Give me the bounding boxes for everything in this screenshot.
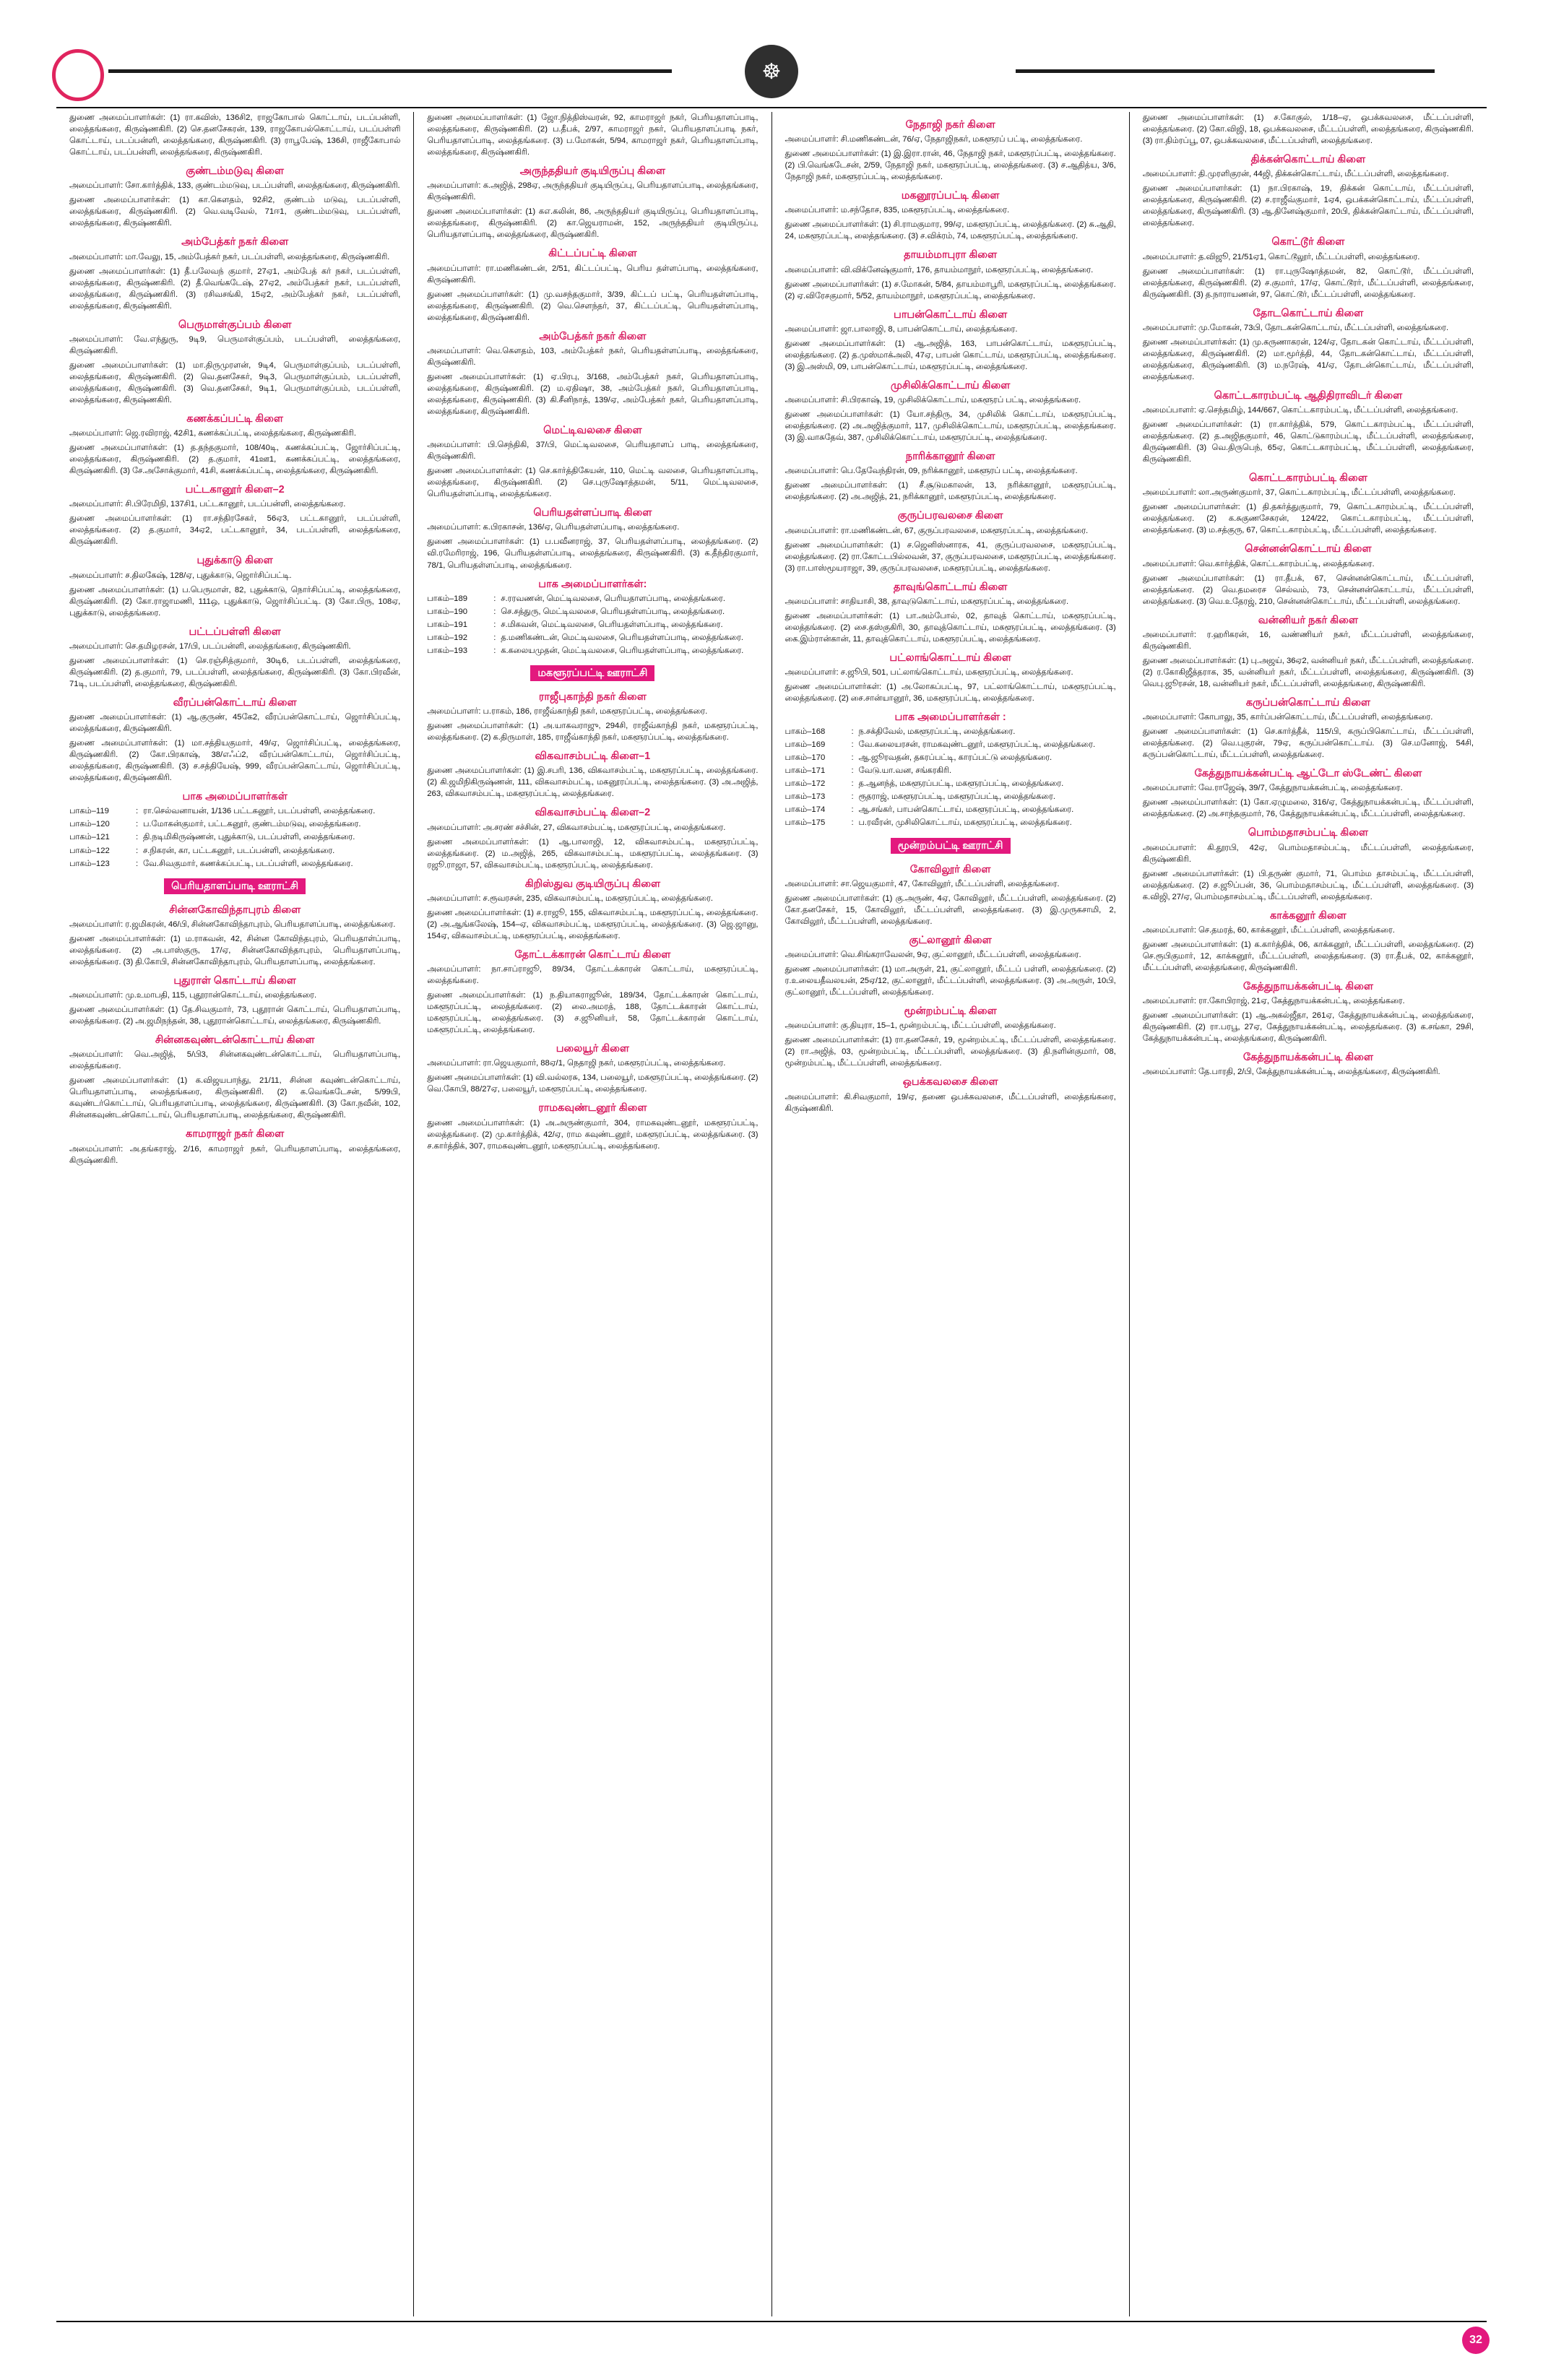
section-heading: விகவாசம்பட்டி கிளை–1: [535, 750, 651, 763]
list-item-key: பாகம்–122: [69, 846, 110, 855]
list-item-value: ச.நிகரன், கா, பட்டகனூர், படப்பன்ளி, லைத்தங்கரை.: [143, 846, 335, 855]
list-item-value: க.கலையமுதன், மெட்டிவலசை, பெரியதள்ளப்பாடி, லைத்தங்கரை.: [501, 646, 744, 655]
paragraph: அமைப்பாளர்: ஏ.செந்தமிழ், 144/667, கொட்டகாரம்பட்டி, மீட்டப்பள்ளி, லைத்தங்கரை.: [1142, 406, 1458, 415]
paragraph: துணை அமைப்பாளர்கள்: (1) அ.யாகவராஜு, 294சி, ராஜீவ்காந்தி நகர், மகளூரப்பட்டி, லைத்தங்கரை. (2) க.திருமாள், 185, ராஜீவ்காந்தி நகர், மகளூரப்பட்டி, லைத்தங்கரை.: [427, 722, 758, 743]
paragraph: அமைப்பாளர்: அ.சரண் சச்சின், 27, விகவாசம்பட்டி, மகளூரப்பட்டி, லைத்தங்கரை.: [427, 823, 726, 832]
paragraph: அமைப்பாளர்: ர.ஜமிகரன், 46/பி, சின்னகோவிந்தாபுரம், பெரியதாளப்பாடி, லைத்தங்கரை.: [69, 919, 396, 929]
section-heading: பாபன்கொட்டாய் கிளை: [894, 308, 1008, 321]
section-heading: கொட்டகாரம்பட்டி கிளை: [1248, 472, 1367, 485]
paragraph: அமைப்பாளர்: வெ.அஜித், 5/பி3, சின்னகவுண்டன்கொட்டாய், பெரியதாளப்பாடி, லைத்தங்கரை.: [69, 1050, 401, 1071]
list-item-separator: :: [851, 818, 854, 828]
paragraph: துணை அமைப்பாளர்கள்: (1) ந.தியாகராஜூன், 189/34, தோட்டக்காரன் கொட்டாய், மகளூரப்பட்டி, லைத்தங்கரை. (2) லை.அமரத், 188, தோட்டக்காரன் கொட்டாய், மகளூரப்பட்டி, லைத்தங்கரை. (3) ச.ஜூனியர், 58, தோட்டக்காரன் கொட்டாய், மகளூரப்பட்டி, லைத்தங்கரை.: [427, 991, 758, 1035]
paragraph: அமைப்பாளர்: வி.விக்னேஷ்குமார், 176, தாயம்மாநூர், மகளூரப்பட்டி, லைத்தங்கரை.: [785, 265, 1094, 274]
list-item-value: ச.ரரவணன், மெட்டிவலசை, பெரியதாளப்பாடி, லைத்தங்கரை.: [501, 594, 726, 603]
paragraph: துணை அமைப்பாளர்கள்: (1) சி.ராமகுமார, 99/ஏ, மகளூரப்பட்டி, லைத்தங்கரை. (2) சு.ஆதி, 24, மகளூரப்பட்டி, லைத்தங்கரை. (3) ச.விக்ரம், 74, மகளூரப்பட்டி, லைத்தங்கரை.: [785, 220, 1116, 241]
section-heading: கோவிலூர் கிளை: [909, 863, 991, 875]
paragraph: அமைப்பாளர்: வே.ராஜேஷ், 39/7, கேத்துநாயக்கன்பட்டி, லைத்தங்கரை.: [1142, 784, 1403, 793]
paragraph: அமைப்பாளர்: சி.பிரேமிநி, 137சி1, பட்டகானூர், படப்பன்ளி, லைத்தங்கரை.: [69, 500, 346, 509]
paragraph: துணை அமைப்பாளர்கள்: (1) செ.ரஞ்சித்குமார், 30டி6, படப்பள்ளி, லைத்தங்கரை, கிருஷ்ணகிரி. (2) த.குமார், 79, படப்பள்ளி, லைத்தங்கரை, கிருஷ்ணகிரி. (3) கோ.பிரவீன், 71டி, படப்பள்ளி, லைத்தங்கரை, கிருஷ்ணகிரி.: [69, 656, 401, 688]
paragraph: துணை அமைப்பாளர்கள்: (1) ரா.கார்த்திக், 579, கொட்டகாரம்பட்டி, மீட்டப்பள்ளி, லைத்தங்கரை. (2) த.அஜிதகுமார், 46, கொட்டுகாரம்பட்டி, மீட்டப்பள்ளி, லைத்தங்கரை, கிருஷ்ணகிரி. (3) வெ.திருபெந், 65ஏ, கொட்டகாரம்பட்டி, மீட்டப்பள்ளி, லைத்தங்கரை, கிருஷ்ணகிரி.: [1142, 420, 1474, 464]
section-heading: கணக்கப்பட்டி கிளை: [186, 412, 283, 425]
list-item: [69, 845, 400, 857]
list-item-value: வே.சிவகுமார், கணக்கப்பட்டி, படப்பள்ளி, லைத்தங்கரை.: [143, 859, 353, 868]
section-heading: பெருமாள்குப்பம் கிளை: [178, 319, 292, 331]
section-heading: நேதாஜி நகர் கிளை: [905, 119, 995, 131]
list-item-key: பாகம்–123: [69, 859, 110, 868]
section-heading: பாக அமைப்பாளர்கள்: [182, 791, 288, 803]
masthead-circle-icon: [52, 49, 104, 101]
list-item-key: பாகம்–119: [69, 807, 109, 816]
list-item-separator: :: [851, 766, 854, 776]
paragraph: அமைப்பாளர்: சாதியாசி, 38, தாவுடுகொட்டாய், மகளூரப்பட்டி, லைத்தங்கரை.: [785, 597, 1069, 606]
list-item-key: பாகம்–175: [785, 818, 826, 828]
section-heading: மூன்றம்பட்டி கிளை: [904, 1005, 997, 1018]
list-item-separator: :: [851, 753, 854, 763]
paragraph: அமைப்பாளர்: தே.பாரதி, 2/பி, கேத்துநாயக்கன்பட்டி, லைத்தங்கரை, கிருஷ்ணகிரி.: [1142, 1068, 1440, 1077]
section-heading: கொட்டகாரம்பட்டி ஆதிதிராவிடர் கிளை: [1214, 389, 1403, 402]
paragraph: அமைப்பாளர்: மா.வேலு, 15, அம்பேத்கர் நகர், படப்பள்ளி, லைத்தங்கரை, கிருஷ்ணகிரி.: [69, 252, 390, 261]
paragraph: துணை அமைப்பாளர்கள்: (1) அ.அருண்குமார், 304, ராமகவுண்டனூர், மகளூரப்பட்டி, லைத்தங்கரை. (2) மு.கார்த்திக், 42/ஏ, ராம கவுண்டனூர், மகளூரப்பட்டி, லைத்தங்கரை. (3) ச.கார்த்திக், 307, ராமகவுண்டனூர், மகளூரப்பட்டி, லைத்தங்கரை.: [427, 1118, 758, 1151]
list-item-separator: :: [493, 646, 496, 655]
paragraph: துணை அமைப்பாளர்கள்: (1) மு.வசந்தகுமார், 3/39, கிட்டப் பட்டி, பெரியதள்ளப்பாடி, லைத்தங்கரை, கிருஷ்ணகிரி. (2) வெ.செளந்தர், 37, கிட்டப்பட்டி, பெரியதள்ளப்பாடி, லைத்தங்கரை, கிருஷ்ணகிரி.: [427, 290, 758, 322]
list-item-key: பாகம்–169: [785, 740, 826, 750]
list-item: [785, 817, 1116, 828]
paragraph: அமைப்பாளர்: பி.செந்திகி, 37/பி, மெட்டிவலசை, பெரியதாளப் பாடி, லைத்தங்கரை, கிருஷ்ணகிரி.: [427, 441, 758, 462]
section-heading: காமராஜர் நகர் கிளை: [186, 1128, 285, 1141]
list-item-separator: :: [851, 740, 854, 750]
section-heading: வன்னியர் நகர் கிளை: [1258, 614, 1358, 626]
paragraph: அமைப்பாளர்: ர.ஹரிகரன், 16, வண்ணியர் நகர், மீட்டப்பள்ளி, லைத்தங்கரை, கிருஷ்ணகிரி.: [1142, 630, 1474, 651]
article-column: [413, 112, 771, 2316]
paragraph: துணை அமைப்பாளர்கள்: (1) கா.கௌதம், 92சி2, குண்டம் மடுவு, படப்பள்ளி, லைத்தங்கரை, கிருஷ்ணகிரி. (2) வெ.வடிவேல், 71ஈ1, குண்டம்மடுவு, படப்பள்ளி, லைத்தங்கரை, கிருஷ்ணகிரி.: [69, 196, 401, 228]
list-item-value: செ.சத்துரு, மெட்டிவலசை, பெரியதள்ளப்பாடி, லைத்தங்கரை.: [501, 607, 725, 616]
panchayat-heading: மூன்றம்பட்டி ஊராட்சி: [891, 838, 1011, 854]
list-item-value: வே.கலையரசன், ராமகவுண்டனூர், மகளூரப்பட்டி, லைத்தங்கரை.: [858, 740, 1096, 750]
paragraph: துணை அமைப்பாளர்கள்: (1) கஎ.கலின், 86, அருந்ததியர் குடியிருப்பு, பெரியதாளப்பாடி, லைத்தங்கரை, கிருஷ்ணகிரி. (2) கா.ஜெயராமன், 152, அருந்ததியர் குடியிருப்பு, பெரியதாளப்பாடி, லைத்தங்கரை, கிருஷ்ணகிரி.: [427, 207, 758, 240]
list-item-key: பாகம்–189: [427, 594, 468, 603]
paragraph: அமைப்பாளர்: நா.சாப்ராஜூ, 89/34, தோட்டக்காரன் கொட்டாய், மகளூரப்பட்டி, லைத்தங்கரை.: [427, 965, 758, 986]
masthead: [0, 0, 1543, 87]
paragraph: துணை அமைப்பாளர்கள்: (1) தி.தகர்த்துகுமார், 79, கொட்டகாரம்பட்டி, மீட்டப்பள்ளி, லைத்தங்கரை. (2) க.சுகுணசேகரன், 124/22, கொட்டகாரம்பட்டி, மீட்டப்பள்ளி, லைத்தங்கரை. (3) ம.சத்குரு, 67, கொட்டகாரம்பட்டி, மீட்டப்பள்ளி, லைத்தங்கரை.: [1142, 503, 1474, 535]
section-heading: ஒபக்கவலசை கிளை: [902, 1076, 998, 1089]
section-heading: பட்லாங்கொட்டாய் கிளை: [889, 652, 1011, 664]
section-heading: தாயம்மாபுரா கிளை: [904, 249, 998, 261]
section-heading: பெரியதள்ளப்பாடி கிளை: [533, 507, 652, 519]
panchayat-heading: பெரியதாளப்பாடி ஊராட்சி: [164, 878, 306, 894]
section-heading: பட்டகானூர் கிளை–2: [185, 484, 285, 496]
list-item-value: ரூதராஜ், மகளூரப்பட்டி, மகளூரப்பட்டி, லைத்தங்கரை.: [858, 792, 1055, 802]
paragraph: அமைப்பாளர்: ச.ரூவரசன், 235, விகவாசம்பட்டி, மகளூரப்பட்டி, லைத்தங்கரை.: [427, 893, 714, 903]
paragraph: அமைப்பாளர்: ம.சந்தோச, 835, மகளூரப்பட்டி, லைத்தங்கரை.: [785, 206, 1010, 215]
list-item-separator: :: [136, 833, 139, 842]
section-heading: பட்டப்பள்ளி கிளை: [189, 626, 281, 638]
paragraph: அமைப்பாளர்: ரா.ஜெயகுமார், 88ஏ/1, நெதாஜி நகர், மகளூரப்பட்டி, லைத்தங்கரை.: [427, 1059, 726, 1068]
paragraph: துணை அமைப்பாளர்கள்: (1) ரா.சந்திரசேகர், 56ஏ3, பட்டகானூர், படப்பள்ளி, லைத்தங்கரை. (2) த.குமார், 34ஏ2, பட்டகானூர், 34, படப்பள்ளி, லைத்தங்கரை, கிருஷ்ணகிரி.: [69, 514, 401, 547]
paragraph: துணை அமைப்பாளர்கள்: (1) இ.சபரி, 136, விகவாசம்பட்டி, மகளூரப்பட்டி, லைத்தங்கரை. (2) கி.ஜமிநிகிருஷ்ணன், 111, விகவாசம்பட்டி, மகனூரப்பட்டி, லைத்தங்கரை. (3) அ.அஜித், 263, விகவாசம்பட்டி, மகளூரப்பட்டி, லைத்தங்கரை.: [427, 766, 758, 799]
section-heading: அம்பேத்கர் நகர் கிளை: [181, 236, 289, 248]
section-heading: கொட்டூர் கிளை: [1271, 236, 1345, 248]
list-item: [69, 818, 400, 830]
list-item-key: பாகம்–168: [785, 727, 826, 737]
list-item: [785, 804, 1116, 815]
paragraph: துணை அமைப்பாளர்கள்: (1) ஏ.பிரபு, 3/168, அம்பேத்கர் நகர், பெரியதாளப்பாடி, லைத்தங்கரை, கிருஷ்ணகிரி. (2) ம.ஏதிஷா, 38, அம்பேத்கர் நகர், பெரியதாளப்பாடி, லைத்தங்கரை, கிருஷ்ணகிரி. (3) கி.சீனிநாத், 139/ஏ, அம்பேத்கர் நகர், பெரியதாளப்பாடி, லைத்தங்கரை, கிருஷ்ணகிரி.: [427, 372, 758, 416]
section-heading: புதுக்காடு கிளை: [196, 555, 273, 567]
paragraph: அமைப்பாளர்: லா.அருண்குமார், 37, கொட்டகாரம்பட்டி, மீட்டப்பள்ளி, லைத்தங்கரை.: [1142, 488, 1456, 498]
paragraph: துணை அமைப்பாளர்கள்: (1) சீ.சூடுமகாலன், 13, நரிக்கானூர், மகளூரப்பட்டி, லைத்தங்கரை. (2) அ.அஜித், 21, நரிக்கானூர், மகளூரப்பட்டி, லைத்தங்கரை.: [785, 481, 1116, 502]
section-heading: குண்டம்மடுவு கிளை: [186, 165, 284, 178]
list-item-value: ந.சக்திவேல், மகளூரப்பட்டி, லைத்தங்கரை.: [858, 727, 1016, 737]
section-heading: ராஜீபுகாந்தி நகர் கிளை: [538, 691, 647, 703]
list-item-key: பாகம்–190: [427, 607, 468, 616]
paragraph: துணை அமைப்பாளர்கள்: (1) மு.கருணாகரன், 124/ஏ, தோடகன் கொட்டாய், மீட்டப்பள்ளி, லைத்தங்கரை, கிருஷ்ணகிரி. (2) மா.மூர்த்தி, 44, தோடகன்கொட்டாய், மீட்டப்பள்ளி, லைத்தங்கரை, கிருஷ்ணகிரி. (3) ம.நரேஷ், 41/ஏ, தோடன்கொட்டாய், மீட்டப்பள்ளி, லைத்தங்கரை.: [1142, 337, 1474, 381]
list-item: [69, 805, 400, 817]
paragraph: துணை அமைப்பாளர்கள்: (1) மா.திருமுரளன், 9டி4, பெருமாள்குப்பம், படப்பள்ளி, லைத்தங்கரை, கிருஷ்ணகிரி. (2) வெ.தனசேகர், 9டி3, பெருமாள்குப்பம், படப்பள்ளி, லைத்தங்கரை, கிருஷ்ணகிரி. (3) வெ.தனசேகர், 9டி1, பெருமாள்குப்பம், படப்பள்ளி, லைத்தங்கரை, கிருஷ்ணகிரி.: [69, 360, 401, 404]
paragraph: துணை அமைப்பாளர்கள்: (1) மா.அருள், 21, குட்லானூர், மீட்டப் பள்ளி, லைத்தங்கரை. (2) ர.உலையதீவலயன், 25ஏ/12, குட்லானூர், மீட்டப்பள்ளி, லைத்தங்கரை. (3) அ.அருள், 10பி, குட்லானூர், மீட்டப்பள்ளி, லைத்தங்கரை.: [785, 965, 1116, 998]
paragraph: அமைப்பாளர்: மு.மோகன், 73பி, தோடகன்கொட்டாய், மீட்டப்பள்ளி, லைத்தங்கரை.: [1142, 323, 1449, 332]
list-item-value: வேடு.யா.வன, சங்கரகிரி.: [858, 766, 952, 776]
list-item-key: பாகம்–191: [427, 620, 468, 629]
paragraph: அமைப்பாளர்: வெ.கார்த்திக், கொட்டகாரம்பட்டி, லைத்தங்கரை.: [1142, 559, 1375, 568]
section-heading: மெட்டிவலசை கிளை: [543, 425, 642, 436]
paragraph: அமைப்பாளர்: கி.சிவகுமார், 19/ஏ, தணை ஒபக்கவலசை, மீட்டப்பள்ளி, லைத்தங்கரை, கிருஷ்ணகிரி.: [785, 1092, 1116, 1113]
section-heading: விகவாசம்பட்டி கிளை–2: [535, 807, 651, 819]
list-item-separator: :: [851, 779, 854, 789]
paragraph: அமைப்பாளர்: அ.தங்கராஜ், 2/16, காமராஜர் நகர், பெரியதாளப்பாடி, லைத்தங்கரை, கிருஷ்ணகிரி.: [69, 1144, 401, 1165]
paragraph: அமைப்பாளர்: சா.ஜெயகுமார், 47, கோவிலூர், மீட்டப்பள்ளி, லைத்தங்கரை.: [785, 879, 1060, 888]
paragraph: அமைப்பாளர்: க.பிரகாசன், 136/ஏ, பெரியதள்ளப்பாடி, லைத்தங்கரை.: [427, 523, 680, 532]
section-heading: புதுராள் கொட்டாய் கிளை: [173, 974, 296, 987]
paragraph: அமைப்பாளர்: கி.தூரபி, 42ஏ, பொம்மதாசம்பட்டி, மீட்டப்பள்ளி, லைத்தங்கரை, கிருஷ்ணகிரி.: [1142, 843, 1474, 864]
list-item: [785, 739, 1116, 750]
paragraph: அமைப்பாளர்: வெ.கௌதம், 103, அம்பேத்கர் நகர், பெரியதள்ளப்பாடி, லைத்தங்கரை, கிருஷ்ணகிரி.: [427, 346, 758, 367]
paragraph: துணை அமைப்பாளர்கள்: (1) ப.பவீனராஜ், 37, பெரியதள்ளப்பாடி, லைத்தங்கரை. (2) வி.ரமேரிராஜ், 196, பெரியதள்ளப்பாடி, லைத்தங்கரை, கிருஷ்ணகிரி. (3) க.தீந்திரகுமார், 78/1, பெரியதள்ளப்பாடி, லைத்தங்கரை.: [427, 537, 758, 570]
paragraph: துணை அமைப்பாளர்கள்: (1) ச.மோகன், 5/84, தாயம்மாபூரி, மகளூரப்பட்டி, லைத்தங்கரை. (2) ஏ.விரேசகுமார், 5/52, தாயம்மாநூர், மகளூரப்பட்டி, லைத்தங்கரை.: [785, 280, 1116, 300]
paragraph: துணை அமைப்பாளர்கள்: (1) அ.லோகப்பட்டி, 97, பட்லாங்கொட்டாய், மகளூரப்பட்டி, லைத்தங்கரை. (2) சை.சான்யானூர், 36, மகளூரப்பட்டி, லைத்தங்கரை.: [785, 683, 1116, 704]
section-heading: ராமகவுண்டனூர் கிளை: [538, 1102, 647, 1115]
list-item-value: த.மணிகண்டன், மெட்டிவலசை, பெரியதள்ளப்பாடி, லைத்தங்கரை.: [501, 633, 744, 642]
paragraph: அமைப்பாளர்: பெ.தேவேந்திரன், 09, நரிக்கானூர், மகளூரப் பட்டி, லைத்தங்கரை.: [785, 467, 1078, 476]
paragraph: அமைப்பாளர்: சோ.கார்த்திக், 133, குண்டம்மடுவு, படப்பள்ளி, லைத்தங்கரை, கிருஷ்ணகிரி.: [69, 181, 400, 191]
list-item-separator: :: [851, 805, 854, 815]
paragraph: அமைப்பாளர்: ரா.கோபிராஜ், 21ஏ, கேத்துநாயக்கன்பட்டி, லைத்தங்கரை.: [1142, 997, 1405, 1006]
section-heading: திக்கன்கொட்டாய் கிளை: [1250, 154, 1366, 166]
paragraph: துணை அமைப்பாளர்கள்: (1) யோ.சந்திரு, 34, முசிலிக் கொட்டாய், மகளூரப்பட்டி, லைத்தங்கரை. (2) அ.அஜித்குமார், 117, முசிலிக்கொட்டாய், மகளூரப்பட்டி, லைத்தங்கரை. (3) இ.வாசுதேவ், 387, முசிலிக்கொட்டாய், மகளூரப்பட்டி, லைத்தங்கரை.: [785, 410, 1116, 443]
section-heading: கருப்பன்கொட்டாய் கிளை: [1245, 696, 1371, 709]
paragraph: துணை அமைப்பாளர்கள்: (1) பு.அஜய், 36ஏ2, வன்னியர் நகர், மீட்டப்பள்ளி, லைத்தங்கரை. (2) ர.கோகிஜீத்தராக, 35, வன்னியர் நகர், மீட்டப்பள்ளி, லைத்தங்கரை, கிருஷ்ணகிரி. (3) வெபு.ஜூரசன், 18, வன்னியர் நகர், மீட்டப்பள்ளி, லைத்தங்கரை, கிருஷ்ணகிரி.: [1142, 656, 1474, 688]
article-column: [772, 112, 1129, 2316]
list-item-separator: :: [493, 620, 496, 629]
section-heading: கேத்துநாயக்கன்பட்டி கிளை: [1242, 1052, 1373, 1064]
panchayat-heading: மகளூரப்பட்டி ஊராட்சி: [530, 665, 654, 681]
paragraph: அமைப்பாளர்: சி.மணிகண்டன், 76/ஏ, நேதாஜிநகர், மகளூரப் பட்டி, லைத்தங்கரை.: [785, 135, 1083, 144]
section-heading: முசிலிக்கொட்டாய் கிளை: [890, 379, 1011, 391]
list-item-key: பாகம்–172: [785, 779, 826, 789]
paragraph: துணை அமைப்பாளர்கள்: (1) பா.அம்போல், 02, தாவுத் கொட்டாய், மகளூரப்பட்டி, லைத்தங்கரை. (2) சை.தஸ்குகிரி, 30, தாவுத்கொட்டாய், மகளூரப்பட்டி, லைத்தங்கரை. (3) கை.இம்ரான்கான், 11, தாவுத்கொட்டாய், மகளூரப்பட்டி, லைத்தங்கரை.: [785, 611, 1116, 644]
paragraph: துணை அமைப்பாளர்கள்: (1) த.தந்தகுமார், 108/40டி, கணக்கப்பட்டி, ஜோர்சிப்பட்டி, லைத்தங்கரை, கிருஷ்ணகிரி. (2) த.குமார், 41ஊ1, கணக்கப்பட்டி, லைத்தங்கரை, கிருஷ்ணகிரி. (3) சே.அசோக்குமார், 41சி, கணக்கப்பட்டி, லைத்தங்கரை, கிருஷ்ணகிரி.: [69, 443, 401, 476]
list-item: [427, 593, 758, 605]
masthead-rule-left: [108, 69, 672, 73]
page-number: 32: [1462, 2327, 1490, 2354]
paragraph: துணை அமைப்பாளர்கள்: (1) தே.சிவகுமார், 73, புதூரான் கொட்டாய், பெரியதாளப்பாடி, லைத்தங்கரை. (2) அ.ஜமிநந்தன், 38, புதூரான்கொட்டாய், லைத்தங்கரை, கிருஷ்ணகிரி.: [69, 1005, 401, 1026]
article-column: [1129, 112, 1487, 2316]
paragraph: அமைப்பாளர்: கு.தியுரா, 15–1, மூன்றம்பட்டி, மீட்டப்பள்ளி, லைத்தங்கரை.: [785, 1021, 1056, 1031]
list-item-key: பாகம்–173: [785, 792, 826, 802]
section-heading: குருப்பரவலசை கிளை: [897, 510, 1003, 522]
section-heading: சின்னகோவிந்தாபுரம் கிளை: [169, 904, 301, 916]
paragraph: துணை அமைப்பாளர்கள்: (1) ரா.கவிஸ், 136சி2, ராஜகோபால் கொட்டாய், படப்பன்ளி, லைத்தங்கரை, கிருஷ்ணகிரி. (2) செ.தனசேகரன், 139, ராஜகோபல்கொட்டாய், படப்பள்ளி கொட்டாய், படப்பன்ளி, லைத்தங்கரை, கிருஷ்ணகிரி. (3) ராபூபேஷ், 136சி, ராஜீகோபால் கொட்டாய், படப்பன்ளி, லைத்தங்கரை, கிருஷ்ணகிரி.: [69, 113, 401, 157]
list-item-value: ப.மோகன்குமார், பட்டகனூர், குண்டம்மடுவு, லைத்தங்கரை.: [143, 820, 361, 829]
list-item-key: பாகம்–174: [785, 805, 826, 815]
list-item: [785, 778, 1116, 789]
panchayat-heading-wrap: [785, 831, 1116, 857]
paragraph: துணை அமைப்பாளர்கள்: (1) மா.சத்தியகுமார், 49/ஏ, ஜொர்சிப்பட்டி, லைத்தங்கரை, கிருஷ்ணகிரி. (2) கோ.பிரகாஷ், 38/எஃப்2, வீரப்பன்கொட்டாய், ஜொர்சிப்பட்டி, லைத்தங்கரை, கிருஷ்ணகிரி. (3) ச.சத்தியேஷ், 999, வீரப்பன்கொட்டாய், ஜொர்சிப்பட்டி, லைத்தங்கரை, கிருஷ்ணகிரி.: [69, 739, 401, 783]
list-item: [69, 858, 400, 870]
list-item-key: பாகம்–170: [785, 753, 826, 763]
list-item-separator: :: [493, 607, 496, 616]
section-heading: பாக அமைப்பாளர்கள் :: [894, 711, 1006, 724]
list-item-value: ஆ.சங்கர், பாபன்கொட்டாய், மகளூரப்பட்டி, லைத்தங்கரை.: [858, 805, 1074, 815]
paragraph: துணை அமைப்பாளர்கள்: (1) நா.பிரகாஷ், 19, திக்கன் கொட்டாய், மீட்டப்பள்ளி, லைத்தங்கரை, கிருஷ்ணகிரி. (2) ச.ராஜீவ்குமார், 1ஏ4, ஒபக்கன்கொட்டாய், மீட்டப்பள்ளி, லைத்தங்கரை, கிருஷ்ணகிரி. (3) ஆ.தினேஷ்குமார், 20பி, திக்கன்கொட்டாய், மீட்டப்பள்ளி, லைத்தங்கரை.: [1142, 184, 1474, 228]
paragraph: அமைப்பாளர்: ரா.மணிகண்டன், 67, குருப்பரவலசை, மகளூரப்பட்டி, லைத்தங்கரை.: [785, 526, 1089, 535]
section-heading: காக்கனூர் கிளை: [1270, 909, 1347, 922]
list-item-separator: :: [851, 792, 854, 802]
paragraph: துணை அமைப்பாளர்கள்: (1) க.கார்த்திக், 06, காக்கனூர், மீட்டப்பள்ளி, லைத்தங்கரை. (2) செ.ரூபிகுமார், 12, காக்கனூர், மீட்டப்பள்ளி, லைத்தங்கரை. (3) ரா.தீபக், 02, காக்கனூர், மீட்டப்பள்ளி, லைத்தங்கரை, கிருஷ்ணகிரி.: [1142, 940, 1474, 972]
paragraph: துணை அமைப்பாளர்கள்: (1) ச.கோகுல், 1/18–ஏ, ஒபக்கவலசை, மீட்டப்பள்ளி, லைத்தங்கரை. (2) கோ.விஜி, 18, ஒபக்கவலசை, மீட்டப்பள்ளி, லைத்தங்கரை, கிருஷ்ணகிரி. (3) ரா.திம்ரப்பூ, 07, ஒபக்கவலசை, மீட்டப்பள்ளி, லைத்தங்கரை.: [1142, 113, 1474, 146]
article-column: [56, 112, 413, 2316]
paragraph: அமைப்பாளர்: ரா.மணிகண்டன், 2/51, கிட்டப்பட்டி, பெரிய தள்ளப்பாடி, லைத்தங்கரை, கிருஷ்ணகிரி.: [427, 264, 758, 285]
section-heading: பாக அமைப்பாளர்கள்:: [538, 578, 647, 590]
paragraph: துணை அமைப்பாளர்கள்: (1) க.விஜயபாந்து, 21/11, சின்ன கவுண்டன்கொட்டாய், பெரியதாளப்பாடி, லைத்தங்கரை, கிருஷ்ணகிரி. (2) க.வெங்கடேசன், 5/99பி, கவுண்டர்கொட்டாய், பெரியதாளப்பாடி, லைத்தங்கரை, கிருஷ்ணகிரி. (3) கோ.நவீன், 102, சின்னகவுண்டன்கொட்டாய், பெரியதாளப்பாடி, லைத்தங்கரை, கிருஷ்ணகிரி.: [69, 1076, 401, 1120]
paragraph: துணை அமைப்பாளர்கள்: (1) கு.அருண், 4ஏ, கோவிலூர், மீட்டப்பள்ளி, லைத்தங்கரை. (2) கோ.தனசேகர், 15, கோவிலூர், மீட்டப்பள்ளி, லைத்தங்கரை. (3) இ.முருகசாமி, 2, கோவிலூர், மீட்டப்பள்ளி, லைத்தங்கரை.: [785, 893, 1116, 926]
list-item: [785, 791, 1116, 802]
paragraph: அமைப்பாளர்: வெ.சிங்கராவேலன், 9ஏ, குட்லானூர், மீட்டப்பள்ளி, லைத்தங்கரை.: [785, 951, 1081, 959]
list-item: [69, 831, 400, 843]
list-item: [427, 632, 758, 644]
list-item-value: த.ஆனந்த், மகளூரப்பட்டி, மகளூரப்பட்டி, லைத்தங்கரை.: [858, 779, 1064, 789]
paragraph: துணை அமைப்பாளர்கள்: (1) செ.கார்த்தீக், 115/பி, கருப்பிகொட்டாய், மீட்டப்பள்ளி, லைத்தங்கரை. (2) வெ.புகுரன், 79ஏ, கருப்பன்கொட்டாய். (3) செ.மனோஜ், 54சி, கருப்பன்கொட்டாய், மீட்டப்பள்ளி, லைத்தங்கரை.: [1142, 727, 1474, 760]
paragraph: துணை அமைப்பாளர்கள்: (1) கோ.ஏழுமலை, 316/ஏ, கேத்துநாயக்கன்பட்டி, மீட்டப்பள்ளி, லைத்தங்கரை. (2) அ.சாந்தகுமார், 76, கேத்துநாயக்கன்பட்டி, மீட்டப்பள்ளி, லைத்தங்கரை.: [1142, 798, 1474, 819]
list-item-separator: :: [136, 859, 139, 868]
section-heading: மகனூரப்பட்டி கிளை: [901, 190, 1000, 202]
list-item: [427, 606, 758, 618]
paragraph: அமைப்பாளர்: த.விஜூ, 21/51ஏ1, கொட்டூலூர், மீட்டப்பள்ளி, லைத்தங்கரை.: [1142, 252, 1420, 261]
list-item-separator: :: [851, 727, 854, 737]
paragraph: அமைப்பாளர்: கோபாலு, 35, கார்ப்பன்கொட்டாய், மீட்டப்பள்ளி, லைத்தங்கரை.: [1142, 713, 1433, 722]
paragraph: துணை அமைப்பாளர்கள்: (1) ஆ.பாலாஜி, 12, விகவாசம்பட்டி, மகளூரப்பட்டி, லைத்தங்கரை. (2) ம.அஜித், 265, விகவாசம்பட்டி, மகளூரப்பட்டி, லைத்தங்கரை. (3) ரஜூ.ராஜா, 57, விகவாசம்பட்டி, மகளூரப்பட்டி, லைத்தங்கரை.: [427, 837, 758, 870]
list-item-separator: :: [136, 820, 139, 829]
paragraph: துணை அமைப்பாளர்கள்: (1) ஆ.அஜித், 163, பாபன்கொட்டாய், மகளூரப்பட்டி, லைத்தங்கரை. (2) த.முஸ்மாக்அலி, 47ஏ, பாபன் கொட்டாய், மகளூரப்பட்டி, லைத்தங்கரை. (3) இ.அஸ்மி, 09, பாபன்கொட்டாய், மகளூரப்பட்டி, லைத்தங்கரை.: [785, 339, 1116, 371]
paragraph: துணை அமைப்பாளர்கள்: (1) ச.ஜெனிஸ்னாரக, 41, குருப்பரவலசை, மகளூரப்பட்டி, லைத்தங்கரை. (2) ரா.கோட்டபில்லவன், 37, குருப்பரவலசை, மகளூரப்பட்டி, லைத்தங்கரை. (3) ரா.பாஸ்மூயராஜா, 39, குருப்பரவலசை, மகளூரப்பட்டி, லைத்தங்கரை.: [785, 540, 1116, 573]
content-top-border: [56, 107, 1487, 108]
list-item: [427, 645, 758, 657]
paragraph: துணை அமைப்பாளர்கள்: (1) ச.ராஜூ, 155, விகவாசம்பட்டி, மகளூரப்பட்டி, லைத்தங்கரை. (2) அ.ஆங்கலேஷ், 154–ஏ, விகவாசம்பட்டி, மகளூரப்பட்டி, லைத்தங்கரை. (3) ஜெ.ஜானு, 154ஏ, விகவாசம்பட்டி, மகளூரப்பட்டி, லைத்தங்கரை.: [427, 908, 758, 940]
paragraph: அமைப்பாளர்: தி.முரளிகுரன், 44ஜி, திக்கன்கொட்டாய், மீட்டப்பள்ளி, லைத்தங்கரை.: [1142, 170, 1449, 179]
paragraph: அமைப்பாளர்: செ.தமிழரசன், 17/பி, படப்பன்ளி, லைத்தங்கரை, கிருஷ்ணகிரி.: [69, 641, 351, 651]
paragraph: அமைப்பாளர்: க.அஜித், 298ஏ, அருந்ததியர் குடியிருப்பு, பெரியதாளப்பாடி, லைத்தங்கரை, கிருஷ்ணகிரி.: [427, 181, 758, 202]
section-heading: கேத்துநாயக்கன்பட்டி ஆட்டோ ஸ்டேண்ட் கிளை: [1194, 768, 1422, 780]
panchayat-heading-wrap: [427, 658, 758, 684]
paragraph: துணை அமைப்பாளர்கள்: (1) ரா.புருஷோத்தமன், 82, கொட்டூர், மீட்டப்பள்ளி, லைத்தங்கரை, கிருஷ்ணகிரி. (2) ச.குமார், 17/ஏ, கொட்டூரர், மீட்டப்பள்ளி, லைத்தங்கரை, கிருஷ்ணகிரி. (3) த.நாராயணன், 97, கொட்டூர், மீட்டப்பள்ளி, லைத்தங்கரை.: [1142, 267, 1474, 299]
content-bottom-border: [56, 2321, 1487, 2322]
paragraph: துணை அமைப்பாளர்கள்: (1) ஜோ.நித்திஸ்வரன், 92, காமராஜர் நகர், பெரியதாளப்பாடி, லைத்தங்கரை, கிருஷ்ணகிரி. (2) ப.தீபக், 2/97, காமராஜர் நகர், பெரியதாளப்பாடி நகர், பெரியதாளப்பாடி, லைத்தங்கரை. (3) ப.மோகன், 5/94, காமராஜர் நகர், பெரியதாளப்பாடி, லைத்தங்கரை, கிருஷ்ணகிரி.: [427, 113, 758, 157]
paragraph: அமைப்பாளர்: மு.உமாபதி, 115, புதூரான்கொட்டாய், லைத்தங்கரை.: [69, 991, 317, 1000]
section-heading: பொம்மதாசம்பட்டி கிளை: [1248, 827, 1369, 839]
section-heading: அருந்ததியர் குடியிருப்பு கிளை: [519, 165, 665, 178]
paragraph: துணை அமைப்பாளர்கள்: (1) தீ.பலேவந் குமார், 27ஏ1, அம்பேத் கர் நகர், படப்பள்ளி, லைத்தங்கரை, கிருஷ்ணகிரி. (2) தீ.வெங்கடேஷ், 27ஏ2, அம்பேத்கர் நகர், படப்பள்ளி, லைத்தங்கரை, கிருஷ்ணகிரி. (3) ரசிவசங்கி, 15ஏ2, அம்பேத்கர் நகர், படப்பள்ளி, லைத்தங்கரை, கிருஷ்ணகிரி.: [69, 267, 401, 311]
list-item-key: பாகம்–192: [427, 633, 468, 642]
paragraph: துணை அமைப்பாளர்கள்: (1) செ.கார்த்திகேயன், 110, மெட்டி வலசை, பெரியதாளப்பாடி, லைத்தங்கரை, கிருஷ்ணகிரி. (2) செ.புருஷோத்தமன், 5/11, மெட்டிவலசை, பெரியதள்ளப்பாடி, லைத்தங்கரை.: [427, 467, 758, 499]
paragraph: அமைப்பாளர்: செ.தமரத், 60, காக்கனூர், மீட்டப்பள்ளி, லைத்தங்கரை.: [1142, 925, 1395, 935]
section-heading: தாவுங்கொட்டாய் கிளை: [893, 581, 1008, 593]
section-heading: கிட்டப்பட்டி கிளை: [548, 248, 637, 260]
list-item-key: பாகம்–193: [427, 646, 468, 655]
section-heading: குட்லானூர் கிளை: [909, 934, 992, 946]
paragraph: துணை அமைப்பாளர்கள்: (1) ம.ராகவன், 42, சின்ன கோவிந்தபுரம், பெரியதாள்ப்பாடி, லைத்தங்கரை. (2) அ.பாஸ்குரு, 17/ஏ, சின்னகோவிந்தாபுரம், பெரியதாளப்பாடி, லைத்தங்கரை. (3) தி.கோபி, சின்னகோவிந்தாபுரம், பெரியதாளப்பாடி, லைத்தங்கரை.: [69, 934, 401, 966]
list-item-separator: :: [493, 594, 496, 603]
paragraph: துணை அமைப்பாளர்கள்: (1) வி.வல்லரசு, 134, பலையூர், மகளூரப்பட்டி, லைத்தங்கரை. (2) வெ.கோபி, 88/27ஏ, பலையூர், மகளூரப்பட்டி, லைத்தங்கரை.: [427, 1073, 758, 1094]
section-heading: தோட்டக்காரன் கொட்டாய் கிளை: [514, 948, 671, 961]
section-heading: பலையூர் கிளை: [556, 1043, 629, 1055]
paragraph: துணை அமைப்பாளர்கள்: (1) ரா.தீபக், 67, சென்னன்கொட்டாய், மீட்டப்பள்ளி, லைத்தங்கரை. (2) வெ.தமரைச செல்வம், 73, சென்னன்கொட்டாய், மீட்டப்பள்ளி, லைத்தங்கரை. (3) வெ.உதேரஜ், 210, சென்னன்கொட்டாய், மீட்டப்பள்ளி, லைத்தங்கரை.: [1142, 574, 1474, 606]
section-heading: வீரப்பன்கொட்டாய் கிளை: [173, 696, 297, 709]
list-item: [785, 765, 1116, 776]
list-item-key: பாகம்–171: [785, 766, 826, 776]
list-item-value: ப.ரவீரன், முசிலிகொட்டாய், மகளூரப்பட்டி, லைத்தங்கரை.: [858, 818, 1072, 828]
paragraph: துணை அமைப்பாளர்கள்: (1) ஆ.அகல்ஜீதா, 261ஏ, கேத்துநாயக்கன்பட்டி, லைத்தங்கரை, கிருஷ்ணகிரி. (2) ரா.பரபூ, 27ஏ, கேத்துநாயக்கன்பட்டி, லைத்தங்கரை. (3) க.சங்கா, 29சி, கேத்துநாயக்கன்பட்டி, லைத்தங்கரை, கிருஷ்ணகிரி.: [1142, 1011, 1474, 1044]
paragraph: துணை அமைப்பாளர்கள்: (1) ஆ.குருண், 45கே2, வீரப்பன்கொட்டாய், ஜொர்சிப்பட்டி, லைத்தங்கரை, கிருஷ்ணகிரி.: [69, 713, 401, 734]
list-item-value: ச.மிகவன், மெட்டிவலசை, பெரியதள்ளப்பாடி, லைத்தங்கரை.: [501, 620, 723, 629]
paragraph: அமைப்பாளர்: ஜெ.ரவிராஜ், 42சி1, கணக்கப்பட்டி, லைத்தங்கரை, கிருஷ்ணகிரி.: [69, 429, 356, 438]
panchayat-heading-wrap: [69, 871, 400, 897]
paragraph: அமைப்பாளர்: சி.பிரகாஷ், 19, முசிலிக்கொட்டாய், மகளூரப் பட்டி, லைத்தங்கரை.: [785, 396, 1081, 405]
list-item: [785, 752, 1116, 763]
paragraph: துணை அமைப்பாளர்கள்: (1) ப.பெருமாள், 82, புதுக்காடு, நொர்சிப்பட்டி, லைத்தங்கரை, கிருஷ்ணகிரி. (2) கோ.ராஜாமணி, 111ஒ, புதுக்காடு, ஜொர்சிப்பட்டி. (3) கோ.பிரு, 108ஏ, புதுக்காடு, லைத்தங்கரை.: [69, 585, 401, 618]
list-item-separator: :: [493, 633, 496, 642]
article-columns: [56, 112, 1487, 2316]
list-item-value: ஆ.ஜூரவதன், தகரப்பட்டி, காரப்பட்டு லைத்தங்கரை.: [858, 753, 1053, 763]
paragraph: அமைப்பாளர்: ச.ஜூபி, 501, பட்லாங்கொட்டாய், மகளூரப்பட்டி, லைத்தங்கரை.: [785, 668, 1073, 678]
paragraph: துணை அமைப்பாளர்கள்: (1) இ.இரா.ரான், 46, நேதாஜி நகர், மகளூரப்பட்டி, லைத்தங்கரை. (2) பி.வெங்கடேசன், 2/59, நேதாஜி நகர், மகளூரப்பட்டி, லைத்தங்கரை. (3) ச.ஆதித்ய, 3/6, நேதாஜி நகர், மகளூரப்பட்டி, லைத்தங்கரை.: [785, 150, 1116, 182]
list-item-value: ரா.செல்வனாயன், 1/136 பட்டகனூர், படப்பள்ளி, லைத்தங்கரை.: [143, 807, 376, 816]
section-heading: கேத்துநாயக்கன்பட்டி கிளை: [1242, 980, 1373, 992]
paragraph: துணை அமைப்பாளர்கள்: (1) பி.தருண் குமார், 71, பொம்ம தாசம்பட்டி, மீட்டப்பள்ளி, லைத்தங்கரை. (2) ச.ஜூப்பன், 36, பொம்மதாசம்பட்டி, மீட்டப்பள்ளி, லைத்தங்கரை. (3) க.விஜி, 27/ஏ, பொம்மதாசம்பட்டி, மீட்டப்பள்ளி, லைத்தங்கரை.: [1142, 869, 1474, 901]
masthead-rule-right: [1016, 69, 1435, 73]
paragraph: அமைப்பாளர்: ச.திலகேஷ், 128/ஏ, புதுக்காடு, ஜொர்சிப்பட்டி.: [69, 571, 292, 580]
section-heading: தோடகொட்டாய் கிளை: [1253, 307, 1364, 319]
paragraph: அமைப்பாளர்: வே.எந்துரு, 9டி9, பெருமாள்குப்பம், படப்பள்ளி, லைத்தங்கரை, கிருஷ்ணகிரி.: [69, 334, 401, 355]
list-item-separator: :: [136, 807, 139, 816]
section-heading: அம்பேத்கர் நகர் கிளை: [539, 330, 647, 342]
emblem-icon: ☸: [745, 45, 798, 98]
list-item-key: பாகம்–120: [69, 820, 110, 829]
section-heading: கிறிஸ்துவ குடியிருப்பு கிளை: [524, 878, 661, 890]
paragraph: அமைப்பாளர்: ஜா.பாலாஜி, 8, பாபன்கொட்டாய், லைத்தங்கரை.: [785, 324, 1018, 334]
list-item-key: பாகம்–121: [69, 833, 110, 842]
section-heading: நாரிக்கானூர் கிளை: [905, 451, 995, 463]
section-heading: சென்னன்கொட்டாய் கிளை: [1245, 543, 1372, 555]
list-item-separator: :: [136, 846, 139, 855]
paragraph: துணை அமைப்பாளர்கள்: (1) ரா.தனசேகர், 19, மூன்றம்பட்டி, மீட்டப்பள்ளி, லைத்தங்கரை. (2) ரா.அஜித், 03, மூன்றம்பட்டி, மீட்டப்பள்ளி, லைத்தங்கரை. (3) தி.நளின்குமார், 08, மூன்றம்பட்டி, மீட்டப்பள்ளி, லைத்தங்கரை.: [785, 1036, 1116, 1068]
section-heading: சின்னகவுண்டன்கொட்டாய் கிளை: [155, 1034, 315, 1047]
list-item: [427, 619, 758, 631]
list-item-value: தி.நடிமிகிருஷ்ணன், புதுக்காடு, படப்பள்ளி, லைத்தங்கரை.: [143, 833, 355, 842]
list-item: [785, 726, 1116, 737]
paragraph: அமைப்பாளர்: ப.ராகம், 186, ராஜீவ்காந்தி நகர், மகளூரப்பட்டி, லைத்தங்கரை.: [427, 707, 708, 717]
